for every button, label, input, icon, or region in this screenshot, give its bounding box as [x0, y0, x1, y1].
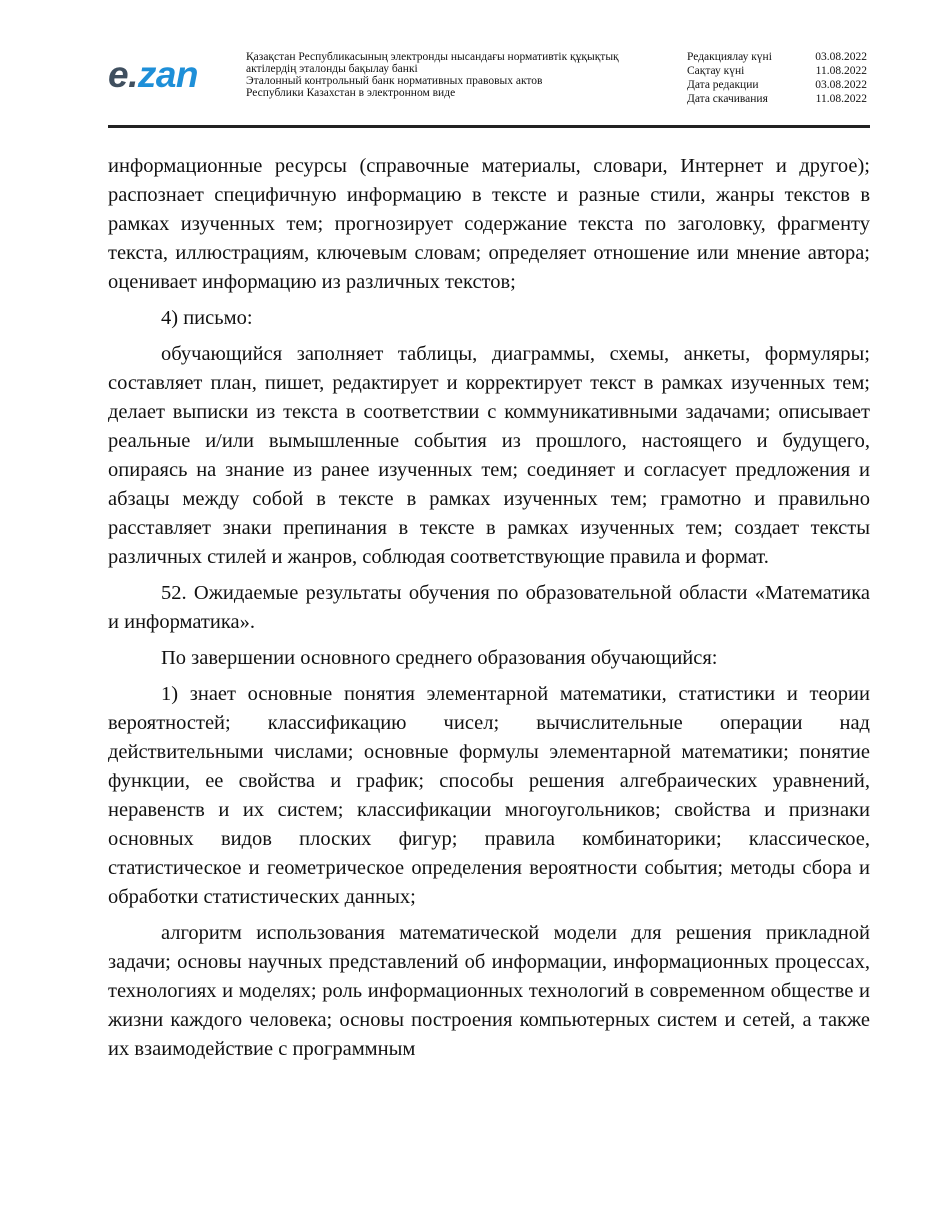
ezan-logo	[108, 52, 198, 98]
header-description-line: Республики Казахстан в электронном виде	[246, 87, 456, 99]
date-value: 03.08.2022	[815, 79, 867, 91]
date-value: 11.08.2022	[815, 93, 867, 105]
body-paragraph: По завершении основного среднего образования обучающийся:	[161, 647, 718, 669]
date-row-download-ru	[687, 92, 867, 106]
date-value: 03.08.2022	[815, 51, 867, 63]
body-paragraph: 4) письмо:	[161, 307, 253, 329]
header-description	[246, 51, 666, 99]
header-description-line: Қазақстан Республикасының электронды нысандағы нормативтік құқықтық	[246, 51, 619, 63]
header-dates	[687, 50, 867, 106]
date-row-edit-kk	[687, 50, 867, 64]
body-paragraph: 1) знает основные понятия элементарной математики, статистики и теории вероятностей; классификацию чисел; вычислительные операции над действительными числами; основные формулы элементарной математики; понятие функции, ее свойства и график; способы решения алгебраических уравнений, неравенств и их систем; классификации многоугольников; свойства и признаки основных видов плоских фигур; правила комбинаторики; классическое, статистическое и геометрическое определения вероятности события; методы сбора и обработки статистических данных;	[108, 683, 870, 908]
header-description-line: Эталонный контрольный банк нормативных правовых актов	[246, 75, 543, 87]
logo-part-e: e	[108, 54, 129, 95]
date-label: Дата скачивания	[687, 93, 768, 105]
header-description-line: актілердің эталонды бақылау банкі	[246, 63, 418, 75]
date-value: 11.08.2022	[815, 65, 867, 77]
date-label: Редакциялау күні	[687, 51, 772, 63]
date-row-save-kk	[687, 64, 867, 78]
body-paragraph: 52. Ожидаемые результаты обучения по образовательной области «Математика и информатика».	[108, 582, 870, 633]
date-label: Сақтау күні	[687, 65, 745, 77]
body-paragraph: информационные ресурсы (справочные материалы, словари, Интернет и другое); распознает специфичную информацию в тексте и разные стили, жанры текстов в рамках изученных тем; прогнозирует содержание текста по заголовку, фрагменту текста, иллюстрациям, ключевым словам; определяет отношение или мнение автора; оценивает информацию из различных текстов;	[108, 155, 870, 293]
date-label: Дата редакции	[687, 79, 759, 91]
header-divider	[108, 125, 870, 128]
body-paragraph: алгоритм использования математической модели для решения прикладной задачи; основы научных представлений об информации, информационных процессах, технологиях и моделях; роль информационных технологий в современном обществе и жизни каждого человека; основы построения компьютерных систем и сетей, а также их взаимодействие с программным	[108, 922, 870, 1060]
document-body	[108, 152, 870, 1071]
date-row-edit-ru	[687, 78, 867, 92]
logo-dot: .	[128, 54, 138, 95]
logo-part-zan: zan	[137, 54, 199, 95]
body-paragraph: обучающийся заполняет таблицы, диаграммы, схемы, анкеты, формуляры; составляет план, пишет, редактирует и корректирует текст в рамках изученных тем; делает выписки из текста в соответствии с коммуникативными задачами; описывает реальные и/или вымышленные события из прошлого, настоящего и будущего, опираясь на знание из ранее изученных тем; соединяет и согласует предложения и абзацы между собой в тексте в рамках изученных тем; грамотно и правильно расставляет знаки препинания в тексте в рамках изученных тем; создает тексты различных стилей и жанров, соблюдая соответствующие правила и формат.	[108, 343, 870, 568]
